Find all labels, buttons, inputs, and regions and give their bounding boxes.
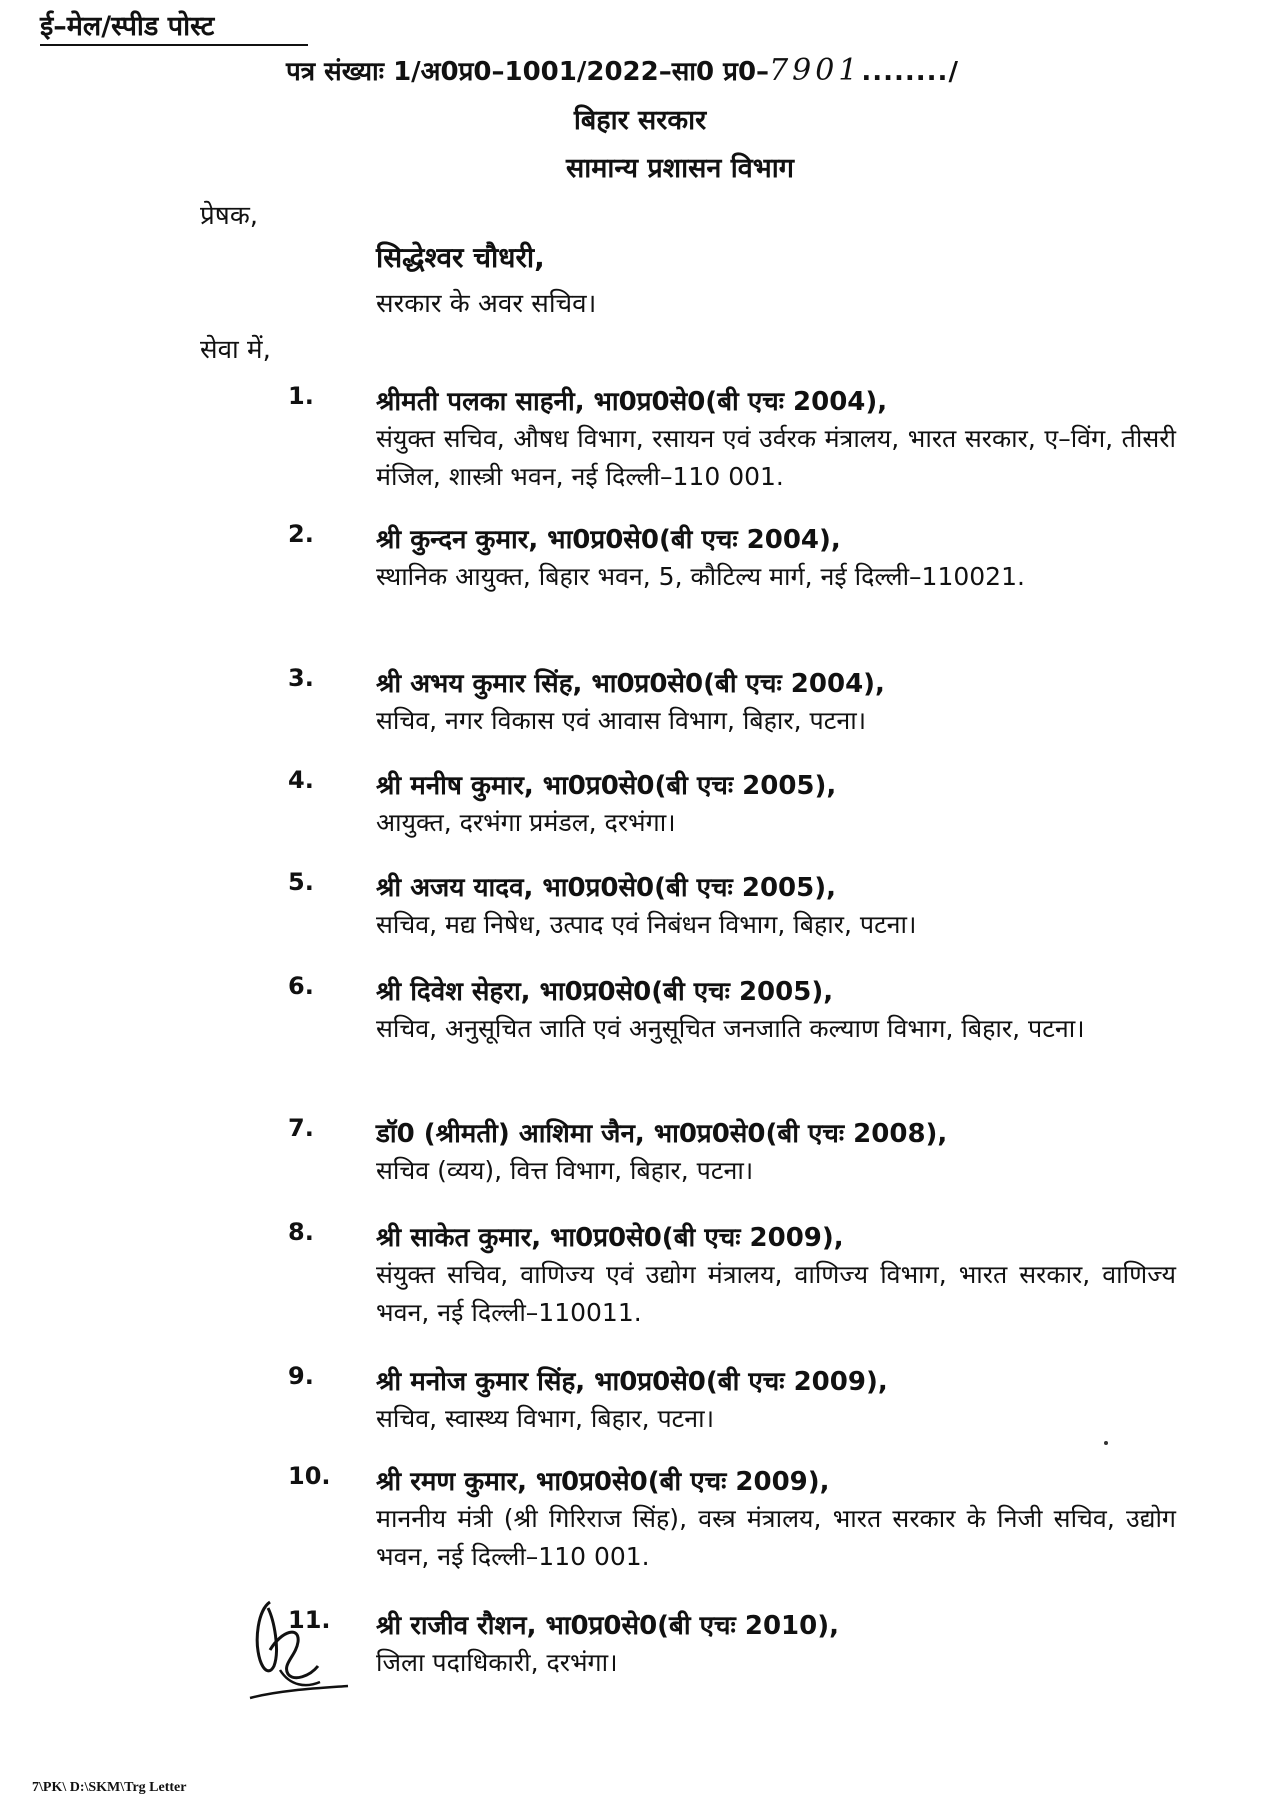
letter-number-handwritten: 7901: [769, 53, 862, 88]
recipient-address: सचिव, स्वास्थ्य विभाग, बिहार, पटना।: [376, 1404, 715, 1433]
recipient-address: माननीय मंत्री (श्री गिरिराज सिंह), वस्त्र मंत्रालय, भारत सरकार के निजी सचिव, उद्योग भवन, नई दिल्ली–110 001.: [376, 1504, 1176, 1571]
department-heading: सामान्य प्रशासन विभाग: [566, 153, 794, 184]
government-heading: बिहार सरकार: [573, 105, 707, 136]
recipient-name: श्री मनोज कुमार सिंह, भा0प्र0से0(बी एचः 2009),: [376, 1367, 888, 1397]
recipient-name: श्री रमण कुमार, भा0प्र0से0(बी एचः 2009),: [376, 1467, 830, 1497]
sender-designation: सरकार के अवर सचिव।: [376, 289, 597, 319]
recipient-number: 2.: [288, 520, 314, 548]
recipient-name: श्री दिवेश सेहरा, भा0प्र0से0(बी एचः 2005),: [376, 977, 834, 1007]
recipient-number: 3.: [288, 664, 314, 692]
recipient-number: 11.: [288, 1606, 331, 1634]
scan-speck: [1104, 1441, 1108, 1445]
dispatch-mode-underline: [40, 44, 308, 46]
letter-number: [286, 52, 959, 88]
recipient-address: संयुक्त सचिव, औषध विभाग, रसायन एवं उर्वरक मंत्रालय, भारत सरकार, ए–विंग, तीसरी मंजिल, शास्त्री भवन, नई दिल्ली–110 001.: [376, 424, 1176, 491]
footer-file-ref: 7\PK\ D:\SKM\Trg Letter: [32, 1780, 187, 1795]
recipient-number: 10.: [288, 1462, 331, 1490]
recipient-name: श्री राजीव रौशन, भा0प्र0से0(बी एचः 2010),: [376, 1611, 839, 1641]
recipients-label: सेवा में,: [200, 335, 271, 365]
recipient-name: श्रीमती पलका साहनी, भा0प्र0से0(बी एचः 2004),: [376, 387, 888, 417]
recipient-address: जिला पदाधिकारी, दरभंगा।: [376, 1648, 618, 1677]
recipient-number: 5.: [288, 868, 314, 896]
recipient-name: श्री साकेत कुमार, भा0प्र0से0(बी एचः 2009),: [376, 1223, 844, 1253]
recipient-name: श्री अजय यादव, भा0प्र0से0(बी एचः 2005),: [376, 873, 836, 903]
recipient-address: सचिव (व्यय), वित्त विभाग, बिहार, पटना।: [376, 1156, 754, 1185]
recipient-address: सचिव, नगर विकास एवं आवास विभाग, बिहार, पटना।: [376, 706, 867, 735]
recipient-address: सचिव, मद्य निषेध, उत्पाद एवं निबंधन विभाग, बिहार, पटना।: [376, 910, 917, 939]
recipient-number: 6.: [288, 972, 314, 1000]
letter-number-suffix: ......../: [861, 57, 959, 87]
recipient-address: आयुक्त, दरभंगा प्रमंडल, दरभंगा।: [376, 808, 676, 837]
recipient-number: 8.: [288, 1218, 314, 1246]
letter-number-prefix: पत्र संख्याः 1/अ0प्र0–1001/2022–सा0 प्र0–: [286, 57, 770, 87]
recipient-address: संयुक्त सचिव, वाणिज्य एवं उद्योग मंत्रालय, वाणिज्य विभाग, भारत सरकार, वाणिज्य भवन, नई दिल्ली–110011.: [376, 1260, 1176, 1327]
recipient-name: डॉ0 (श्रीमती) आशिमा जैन, भा0प्र0से0(बी एचः 2008),: [376, 1119, 948, 1149]
sender-label: प्रेषक,: [200, 201, 259, 231]
recipient-name: श्री कुन्दन कुमार, भा0प्र0से0(बी एचः 2004),: [376, 525, 841, 555]
sender-name: सिद्धेश्वर चौधरी,: [376, 241, 545, 274]
dispatch-mode: ई–मेल/स्पीड पोस्ट: [40, 11, 215, 42]
recipient-address: स्थानिक आयुक्त, बिहार भवन, 5, कौटिल्य मार्ग, नई दिल्ली–110021.: [376, 562, 1025, 591]
signature-icon: [240, 1590, 350, 1710]
recipient-name: श्री अभय कुमार सिंह, भा0प्र0से0(बी एचः 2004),: [376, 669, 885, 699]
recipient-number: 9.: [288, 1362, 314, 1390]
recipient-number: 4.: [288, 766, 314, 794]
recipient-name: श्री मनीष कुमार, भा0प्र0से0(बी एचः 2005),: [376, 771, 837, 801]
recipient-address: सचिव, अनुसूचित जाति एवं अनुसूचित जनजाति कल्याण विभाग, बिहार, पटना।: [376, 1014, 1085, 1043]
recipient-number: 7.: [288, 1114, 314, 1142]
recipient-number: 1.: [288, 382, 314, 410]
